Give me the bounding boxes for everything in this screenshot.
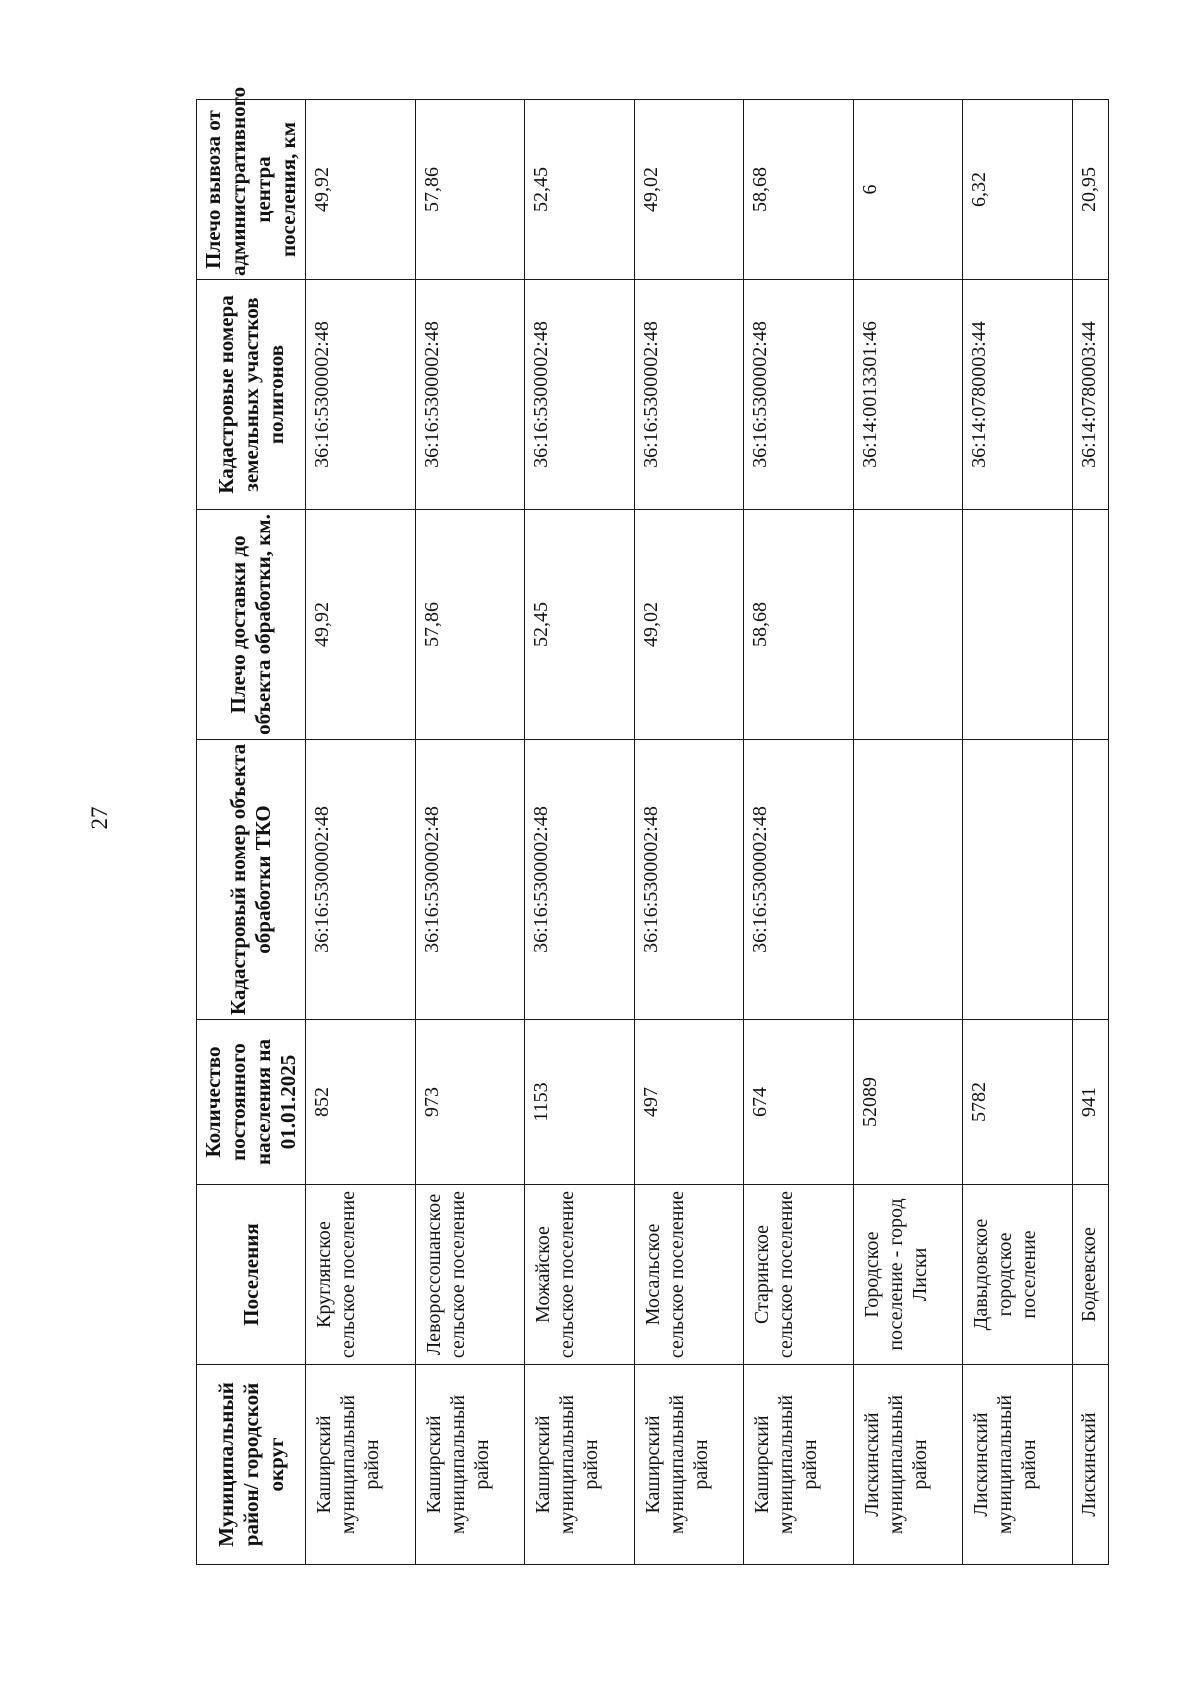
cell-landfill-plots: 36:16:5300002:48: [744, 280, 854, 510]
header-population: Количество постоянного населения на 01.01.2025: [197, 1020, 306, 1185]
table-header-row: [197, 100, 306, 1565]
cell-delivery-distance: 49,02: [634, 510, 744, 740]
cell-settlement: Мосальское сельское поселение: [634, 1185, 744, 1365]
cell-delivery-distance: [1072, 510, 1109, 740]
cell-district: Каширский муниципальный район: [415, 1365, 525, 1565]
cell-delivery-distance: 52,45: [525, 510, 635, 740]
cell-haul-distance: 6: [853, 100, 963, 280]
table-row: [634, 100, 744, 1565]
cell-delivery-distance: [853, 510, 963, 740]
cell-district: Лискинский муниципальный район: [853, 1365, 963, 1565]
cell-population: 941: [1072, 1020, 1109, 1185]
cell-haul-distance: 52,45: [525, 100, 635, 280]
cell-haul-distance: 6,32: [963, 100, 1073, 280]
cell-tco-cadastral: 36:16:5300002:48: [634, 740, 744, 1020]
cell-population: 973: [415, 1020, 525, 1185]
header-settlement: Поселения: [197, 1185, 306, 1365]
cell-tco-cadastral: [963, 740, 1073, 1020]
page-number: 27: [87, 806, 112, 830]
cell-population: 852: [306, 1020, 416, 1185]
cell-district: Каширский муниципальный район: [525, 1365, 635, 1565]
cell-haul-distance: 58,68: [744, 100, 854, 280]
header-landfill-plots: Кадастровые номера земельных участков полигонов: [197, 280, 306, 510]
cell-tco-cadastral: 36:16:5300002:48: [525, 740, 635, 1020]
cell-population: 1153: [525, 1020, 635, 1185]
cell-settlement: Городское поселение - город Лиски: [853, 1185, 963, 1365]
cell-district: Каширский муниципальный район: [306, 1365, 416, 1565]
cell-tco-cadastral: [853, 740, 963, 1020]
cell-tco-cadastral: 36:16:5300002:48: [306, 740, 416, 1020]
cell-tco-cadastral: 36:16:5300002:48: [415, 740, 525, 1020]
cell-haul-distance: 49,02: [634, 100, 744, 280]
cell-delivery-distance: [963, 510, 1073, 740]
cell-district: Каширский муниципальный район: [744, 1365, 854, 1565]
cell-settlement: Круглянское сельское поселение: [306, 1185, 416, 1365]
header-delivery-distance: Плечо доставки до объекта обработки, км.: [197, 510, 306, 740]
cell-tco-cadastral: [1072, 740, 1109, 1020]
table-row: [1072, 100, 1109, 1565]
cell-delivery-distance: 57,86: [415, 510, 525, 740]
cell-landfill-plots: 36:16:5300002:48: [525, 280, 635, 510]
header-tco-cadastral: Кадастровый номер объекта обработки ТКО: [197, 740, 306, 1020]
cell-delivery-distance: 58,68: [744, 510, 854, 740]
table-row: [963, 100, 1073, 1565]
table-row: [306, 100, 416, 1565]
landfill-register-table: [196, 86, 1109, 1565]
cell-haul-distance: 49,92: [306, 100, 416, 280]
cell-haul-distance: 57,86: [415, 100, 525, 280]
cell-population: 5782: [963, 1020, 1073, 1185]
cell-settlement: Давыдовское городское поселение: [963, 1185, 1073, 1365]
cell-settlement: Старинское сельское поселение: [744, 1185, 854, 1365]
cell-delivery-distance: 49,92: [306, 510, 416, 740]
cell-district: Лискинский муниципальный район: [963, 1365, 1073, 1565]
cell-district: Лискинский: [1072, 1365, 1109, 1565]
cell-settlement: Можайское сельское поселение: [525, 1185, 635, 1365]
cell-landfill-plots: 36:14:0780003:44: [1072, 280, 1109, 510]
table-row: [415, 100, 525, 1565]
cell-population: 497: [634, 1020, 744, 1185]
table-row: [744, 100, 854, 1565]
cell-landfill-plots: 36:14:0013301:46: [853, 280, 963, 510]
cell-landfill-plots: 36:16:5300002:48: [634, 280, 744, 510]
cell-population: 52089: [853, 1020, 963, 1185]
cell-settlement: Левороссошанское сельское поселение: [415, 1185, 525, 1365]
cell-district: Каширский муниципальный район: [634, 1365, 744, 1565]
cell-haul-distance: 20,95: [1072, 100, 1109, 280]
cell-population: 674: [744, 1020, 854, 1185]
cell-landfill-plots: 36:14:0780003:44: [963, 280, 1073, 510]
cell-settlement: Бодеевское: [1072, 1185, 1109, 1365]
rotated-table-container: [196, 86, 1109, 1565]
cell-tco-cadastral: 36:16:5300002:48: [744, 740, 854, 1020]
table-row: [525, 100, 635, 1565]
header-haul-distance: Плечо вывоза от административного центра поселения, км: [197, 100, 306, 280]
table-row: [853, 100, 963, 1565]
cell-landfill-plots: 36:16:5300002:48: [306, 280, 416, 510]
cell-landfill-plots: 36:16:5300002:48: [415, 280, 525, 510]
header-district: Муниципальный район/ городской округ: [197, 1365, 306, 1565]
